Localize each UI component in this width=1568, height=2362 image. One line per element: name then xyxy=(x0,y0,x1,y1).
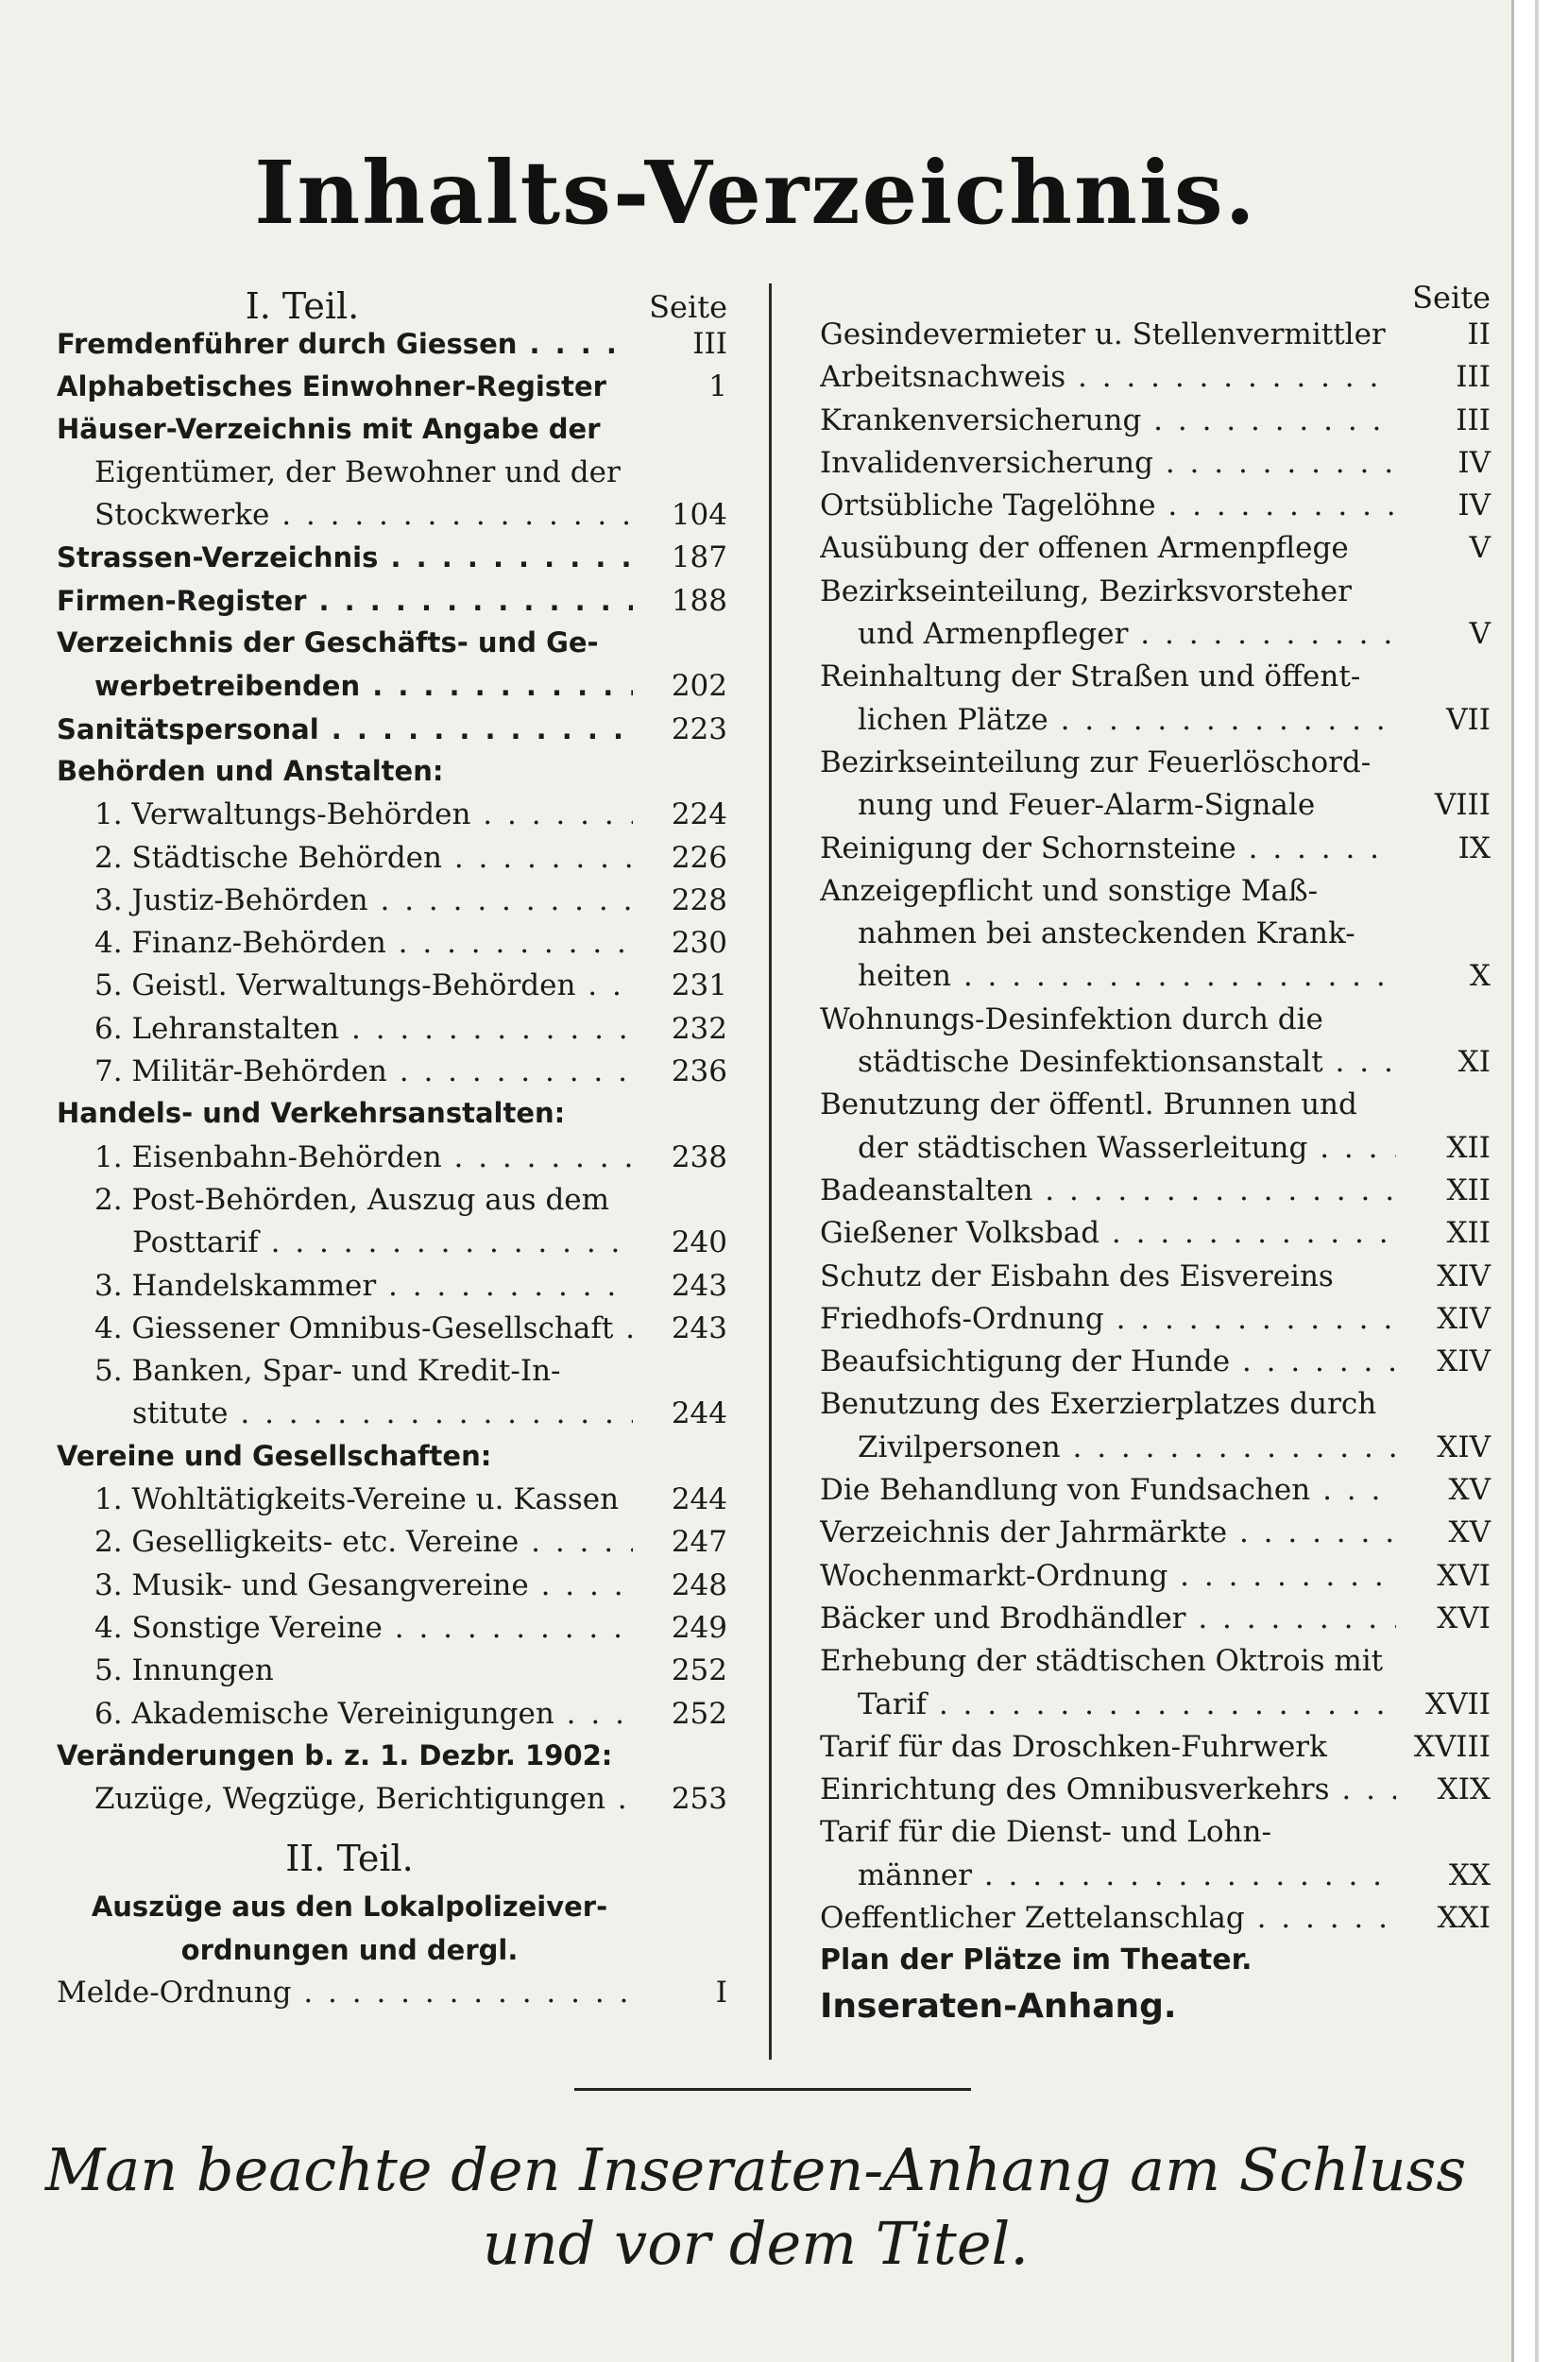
toc-entry xyxy=(57,540,727,583)
toc-entry-text: 3. Musik- und Gesangvereine . . . xyxy=(57,1568,633,1602)
toc-entry xyxy=(820,1559,1491,1601)
toc-entry-page: 253 xyxy=(671,1782,727,1817)
toc-entry-page: 252 xyxy=(671,1653,727,1688)
toc-entry xyxy=(820,1087,1491,1130)
toc-entry-text: Strassen-Verzeichnis . . . xyxy=(57,541,633,573)
notice-line-1: Man beachte den Inseraten-Anhang am Schluss xyxy=(44,2135,1467,2204)
toc-entry-page: XX xyxy=(1448,1857,1491,1892)
teil-1-label: I. Teil. xyxy=(245,285,360,327)
toc-entry-text: 1. Wohltätigkeits-Vereine u. Kassen xyxy=(94,1482,620,1517)
toc-entry-page: XIV xyxy=(1437,1301,1491,1336)
toc-entry-text: Beaufsichtigung der Hunde . . . xyxy=(820,1344,1396,1378)
toc-entry xyxy=(820,1045,1491,1087)
toc-entry xyxy=(820,488,1491,531)
toc-entry-page: X xyxy=(1469,959,1491,994)
toc-entry-text: Häuser-Verzeichnis mit Angabe der xyxy=(57,412,601,445)
toc-entry xyxy=(57,968,727,1011)
toc-entry xyxy=(820,1858,1491,1901)
toc-entry xyxy=(820,1259,1491,1302)
toc-entry-text: Arbeitsnachweis . . . xyxy=(820,360,1396,394)
toc-entry xyxy=(820,1644,1491,1686)
toc-entry-text: stitute . . . xyxy=(57,1396,633,1430)
toc-entry xyxy=(820,1772,1491,1815)
toc-entry xyxy=(820,360,1491,402)
toc-entry-text: Erhebung der städtischen Oktrois mit xyxy=(820,1644,1384,1679)
toc-entry-text: Einrichtung des Omnibusverkehrs . . . xyxy=(820,1772,1396,1806)
toc-entry-text: Posttarif . . . xyxy=(57,1225,633,1259)
toc-entry-text: städtische Desinfektionsanstalt . . . xyxy=(820,1045,1396,1079)
toc-entry xyxy=(57,626,727,669)
toc-entry xyxy=(57,1482,727,1525)
toc-entry xyxy=(57,755,727,797)
toc-entry-page: 243 xyxy=(671,1310,727,1345)
toc-entry xyxy=(57,1012,727,1054)
toc-entry xyxy=(820,1430,1491,1473)
toc-entry xyxy=(820,403,1491,446)
toc-entry xyxy=(820,788,1491,830)
teil-2-label: II. Teil. xyxy=(285,1838,414,1880)
toc-entry xyxy=(57,1568,727,1611)
toc-entry xyxy=(57,1183,727,1225)
toc-entry-text: Alphabetisches Einwohner-Register xyxy=(57,370,606,403)
toc-entry-text: Wochenmarkt-Ordnung . . . xyxy=(820,1559,1396,1593)
toc-entry xyxy=(57,712,727,755)
toc-entry-page: 244 xyxy=(671,1396,727,1431)
toc-entry-text: Behörden und Anstalten: xyxy=(57,754,444,787)
toc-entry xyxy=(820,1901,1491,1943)
toc-entry-page: V xyxy=(1469,531,1491,566)
toc-entry-text: nung und Feuer-Alarm-Signale xyxy=(858,788,1316,823)
notice-line-2: und vor dem Titel. xyxy=(482,2209,1030,2278)
toc-entry xyxy=(820,874,1491,916)
toc-entry-text: Sanitätspersonal . . . xyxy=(57,713,633,745)
toc-entry xyxy=(820,1131,1491,1173)
toc-entry-text: Tarif für die Dienst- und Lohn- xyxy=(820,1815,1271,1850)
toc-entry-text: 4. Sonstige Vereine . . . xyxy=(57,1611,633,1645)
toc-entry-page: II xyxy=(1467,317,1491,351)
toc-entry xyxy=(57,1525,727,1567)
horizontal-rule xyxy=(574,2088,971,2091)
seite-label-left: Seite xyxy=(649,289,727,325)
toc-entry-text: Verzeichnis der Geschäfts- und Ge- xyxy=(57,626,599,659)
toc-entry-text: Bäcker und Brodhändler . . . xyxy=(820,1601,1396,1635)
right-toc-list xyxy=(820,317,1491,2029)
toc-entry-page: 223 xyxy=(671,711,727,746)
toc-entry xyxy=(57,883,727,926)
toc-entry-text: Benutzung des Exerzierplatzes durch xyxy=(820,1387,1377,1422)
toc-entry xyxy=(57,1054,727,1097)
toc-entry xyxy=(57,1739,727,1782)
toc-entry-text: 4. Finanz-Behörden . . . xyxy=(57,926,633,960)
toc-entry-text: Oeffentlicher Zettelanschlag . . . xyxy=(820,1901,1396,1935)
toc-entry xyxy=(820,574,1491,617)
toc-entry-page: 230 xyxy=(671,926,727,961)
toc-entry-text: Bezirkseinteilung, Bezirksvorsteher xyxy=(820,573,1352,608)
toc-entry-text: 1. Eisenbahn-Behörden . . . xyxy=(57,1140,633,1174)
toc-entry xyxy=(57,327,727,369)
toc-entry-text: nahmen bei ansteckenden Krank- xyxy=(858,916,1355,951)
toc-entry-text: Ausübung der offenen Armenpflege xyxy=(820,531,1349,566)
toc-entry-text: Stockwerke . . . xyxy=(57,498,633,532)
page-edge xyxy=(1514,0,1568,2362)
toc-entry-page: V xyxy=(1469,617,1491,652)
toc-entry-text: werbetreibenden . . . xyxy=(57,670,633,702)
teil-2-heading xyxy=(57,1885,642,1972)
left-column xyxy=(57,280,727,2019)
toc-entry-text: Vereine und Gesellschaften: xyxy=(57,1439,492,1472)
toc-entry-text: 2. Post-Behörden, Auszug aus dem xyxy=(94,1182,610,1217)
toc-entry xyxy=(820,1344,1491,1387)
toc-entry xyxy=(820,1216,1491,1258)
toc-entry-page: IX xyxy=(1457,830,1491,865)
toc-entry-page: 247 xyxy=(671,1525,727,1560)
toc-entry xyxy=(57,841,727,883)
toc-entry-page: XIV xyxy=(1437,1344,1491,1379)
toc-entry-text: 2. Städtische Behörden . . . xyxy=(57,841,633,875)
toc-entry-page: 232 xyxy=(671,1011,727,1046)
toc-entry-text: Zuzüge, Wegzüge, Berichtigungen . . . xyxy=(57,1782,633,1816)
toc-entry-text: Reinigung der Schornsteine . . . xyxy=(820,831,1396,865)
toc-entry-page: 231 xyxy=(671,968,727,1003)
toc-entry xyxy=(57,369,727,412)
toc-entry-page: VIII xyxy=(1434,788,1491,823)
toc-entry xyxy=(57,1976,727,2018)
toc-entry-text: Zivilpersonen . . . xyxy=(820,1430,1396,1464)
toc-entry-text: heiten . . . xyxy=(820,959,1396,993)
toc-entry-page: III xyxy=(1456,360,1491,395)
toc-entry-page: XV xyxy=(1448,1515,1491,1550)
toc-entry-page: XII xyxy=(1446,1172,1491,1207)
toc-entry-page: IV xyxy=(1457,445,1491,480)
toc-entry-page: XI xyxy=(1457,1045,1491,1080)
toc-entry-text: Inseraten-Anhang. xyxy=(820,1986,1177,2026)
toc-entry-text: 4. Giessener Omnibus-Gesellschaft . . . xyxy=(57,1311,633,1345)
toc-entry-page: 243 xyxy=(671,1268,727,1303)
toc-entry xyxy=(820,317,1491,360)
toc-entry xyxy=(820,1173,1491,1216)
toc-entry-page: 252 xyxy=(671,1696,727,1731)
toc-entry-text: Tarif . . . xyxy=(820,1687,1396,1721)
toc-entry-text: Die Behandlung von Fundsachen . . . xyxy=(820,1473,1396,1507)
toc-entry-page: XIX xyxy=(1437,1772,1491,1807)
toc-entry xyxy=(820,916,1491,959)
toc-entry-text: Friedhofs-Ordnung . . . xyxy=(820,1302,1396,1336)
toc-entry-text: Badeanstalten . . . xyxy=(820,1173,1396,1207)
toc-entry xyxy=(820,959,1491,1001)
toc-entry-text: Wohnungs-Desinfektion durch die xyxy=(820,1001,1323,1036)
toc-entry-text: 3. Handelskammer . . . xyxy=(57,1269,633,1303)
toc-entry-page: 187 xyxy=(671,540,727,575)
toc-entry-page: XII xyxy=(1446,1130,1491,1165)
toc-entry xyxy=(57,498,727,540)
toc-entry-page: XVI xyxy=(1437,1558,1491,1593)
toc-entry-text: männer . . . xyxy=(820,1858,1396,1892)
toc-entry-text: Handels- und Verkehrsanstalten: xyxy=(57,1097,566,1130)
toc-entry-text: 6. Akademische Vereinigungen . . . xyxy=(57,1697,633,1731)
toc-entry-text: Schutz der Eisbahn des Eisvereins xyxy=(820,1258,1334,1293)
toc-entry-text: Veränderungen b. z. 1. Dezbr. 1902: xyxy=(57,1738,613,1772)
toc-entry-page: 228 xyxy=(671,882,727,917)
toc-entry xyxy=(57,584,727,626)
toc-entry-text: 5. Banken, Spar- und Kredit-In- xyxy=(94,1354,561,1389)
toc-entry xyxy=(820,745,1491,788)
right-column-header xyxy=(820,280,1491,317)
toc-entry-page: 1 xyxy=(708,369,727,404)
toc-entry xyxy=(820,1943,1491,1986)
toc-entry xyxy=(57,669,727,711)
toc-entry-text: Gesindevermieter u. Stellenvermittler xyxy=(820,317,1386,351)
right-column xyxy=(820,280,1491,2029)
toc-entry-text: 2. Geselligkeits- etc. Vereine . . . xyxy=(57,1525,633,1559)
toc-entry-page: 224 xyxy=(671,797,727,832)
toc-entry-text: 3. Justiz-Behörden . . . xyxy=(57,883,633,917)
toc-entry xyxy=(820,531,1491,573)
toc-entry-text: 6. Lehranstalten . . . xyxy=(57,1012,633,1046)
toc-entry-text: Invalidenversicherung . . . xyxy=(820,446,1396,480)
toc-entry-page: 202 xyxy=(671,669,727,704)
toc-entry-page: XVIII xyxy=(1413,1729,1491,1764)
toc-entry-page: I xyxy=(715,1976,727,2011)
toc-entry-page: III xyxy=(692,327,727,361)
toc-entry-text: Ortsübliche Tagelöhne . . . xyxy=(820,488,1396,522)
toc-entry xyxy=(820,831,1491,874)
toc-entry xyxy=(57,1225,727,1268)
toc-entry xyxy=(57,797,727,840)
page-title: Inhalts-Verzeichnis. xyxy=(254,142,1257,244)
toc-entry xyxy=(820,703,1491,745)
toc-entry-text: Plan der Plätze im Theater. xyxy=(820,1943,1253,1977)
toc-entry-page: XIV xyxy=(1437,1258,1491,1293)
toc-entry-text: Verzeichnis der Jahrmärkte . . . xyxy=(820,1515,1396,1549)
toc-entry-text: und Armenpfleger . . . xyxy=(820,617,1396,651)
toc-entry xyxy=(820,1815,1491,1857)
toc-entry-page: VII xyxy=(1446,702,1491,737)
toc-entry xyxy=(57,1269,727,1311)
toc-entry xyxy=(57,1097,727,1139)
toc-entry-page: 104 xyxy=(671,498,727,533)
toc-entry xyxy=(57,1140,727,1183)
toc-entry-page: 188 xyxy=(671,583,727,618)
teil-2-heading-line2: ordnungen und dergl. xyxy=(180,1934,519,1967)
toc-entry xyxy=(57,1782,727,1824)
toc-entry-text: lichen Plätze . . . xyxy=(820,703,1396,737)
toc-entry xyxy=(820,1687,1491,1730)
toc-entry xyxy=(820,1730,1491,1772)
toc-entry-page: 236 xyxy=(671,1054,727,1089)
toc-entry xyxy=(57,413,727,455)
toc-entry xyxy=(820,659,1491,702)
toc-entry-text: 5. Innungen xyxy=(94,1653,274,1688)
toc-entry xyxy=(57,1697,727,1739)
notice-text xyxy=(0,2133,1511,2281)
toc-entry-page: XIV xyxy=(1437,1429,1491,1464)
toc-entry-text: Eigentümer, der Bewohner und der xyxy=(94,454,621,489)
toc-entry xyxy=(57,1440,727,1482)
toc-entry-text: 7. Militär-Behörden . . . xyxy=(57,1054,633,1088)
toc-entry xyxy=(820,1987,1491,2029)
toc-entry xyxy=(57,1311,727,1354)
toc-entry xyxy=(57,1653,727,1696)
toc-entry xyxy=(820,1302,1491,1344)
toc-entry-text: Benutzung der öffentl. Brunnen und xyxy=(820,1087,1357,1122)
toc-entry-text: Bezirkseinteilung zur Feuerlöschord- xyxy=(820,745,1372,779)
toc-entry xyxy=(57,1611,727,1653)
toc-entry-page: 240 xyxy=(671,1225,727,1260)
toc-entry-text: Melde-Ordnung . . . xyxy=(57,1976,633,2010)
toc-entry xyxy=(820,1473,1491,1515)
toc-entry-page: XVI xyxy=(1437,1600,1491,1635)
toc-entry-page: IV xyxy=(1457,488,1491,523)
toc-entry xyxy=(57,926,727,968)
toc-entry-page: 249 xyxy=(671,1610,727,1645)
toc-entry-text: Tarif für das Droschken-Fuhrwerk xyxy=(820,1729,1327,1764)
toc-entry-text: 5. Geistl. Verwaltungs-Behörden . . . xyxy=(57,968,633,1002)
toc-entry-page: XXI xyxy=(1437,1900,1491,1935)
toc-entry-page: XII xyxy=(1446,1216,1491,1251)
toc-entry-text: Fremdenführer durch Giessen . . . xyxy=(57,328,633,360)
toc-entry xyxy=(820,1601,1491,1644)
toc-entry-page: 226 xyxy=(671,840,727,875)
toc-entry-page: XVII xyxy=(1425,1686,1491,1721)
toc-entry xyxy=(820,1002,1491,1045)
toc-entry xyxy=(820,1387,1491,1429)
toc-entry-page: 238 xyxy=(671,1139,727,1174)
toc-entry-text: Firmen-Register . . . xyxy=(57,585,633,617)
column-divider xyxy=(769,283,772,2060)
toc-entry xyxy=(820,446,1491,488)
toc-entry-text: der städtischen Wasserleitung . . . xyxy=(820,1131,1396,1165)
toc-entry-text: 1. Verwaltungs-Behörden . . . xyxy=(57,797,633,831)
toc-entry-text: Gießener Volksbad . . . xyxy=(820,1216,1396,1250)
left-toc-list xyxy=(57,327,727,1824)
left-column-header xyxy=(57,280,727,327)
toc-entry-page: XV xyxy=(1448,1473,1491,1508)
toc-entry-text: Anzeigepflicht und sonstige Maß- xyxy=(820,873,1319,908)
page-edge-line xyxy=(1535,0,1539,2362)
toc-entry xyxy=(820,617,1491,659)
teil-2-heading-line1: Auszüge aus den Lokalpolizeiver- xyxy=(91,1891,608,1924)
toc-entry xyxy=(820,1515,1491,1558)
teil-2-toc-list xyxy=(57,1976,727,2018)
toc-entry-page: 244 xyxy=(671,1482,727,1517)
toc-entry-page: 248 xyxy=(671,1567,727,1602)
toc-entry xyxy=(57,455,727,498)
toc-entry xyxy=(57,1354,727,1396)
toc-entry xyxy=(57,1396,727,1439)
toc-entry-text: Reinhaltung der Straßen und öffent- xyxy=(820,659,1361,694)
toc-entry-text: Krankenversicherung . . . xyxy=(820,403,1396,437)
seite-label-right: Seite xyxy=(1412,280,1491,316)
toc-entry-page: III xyxy=(1456,402,1491,437)
